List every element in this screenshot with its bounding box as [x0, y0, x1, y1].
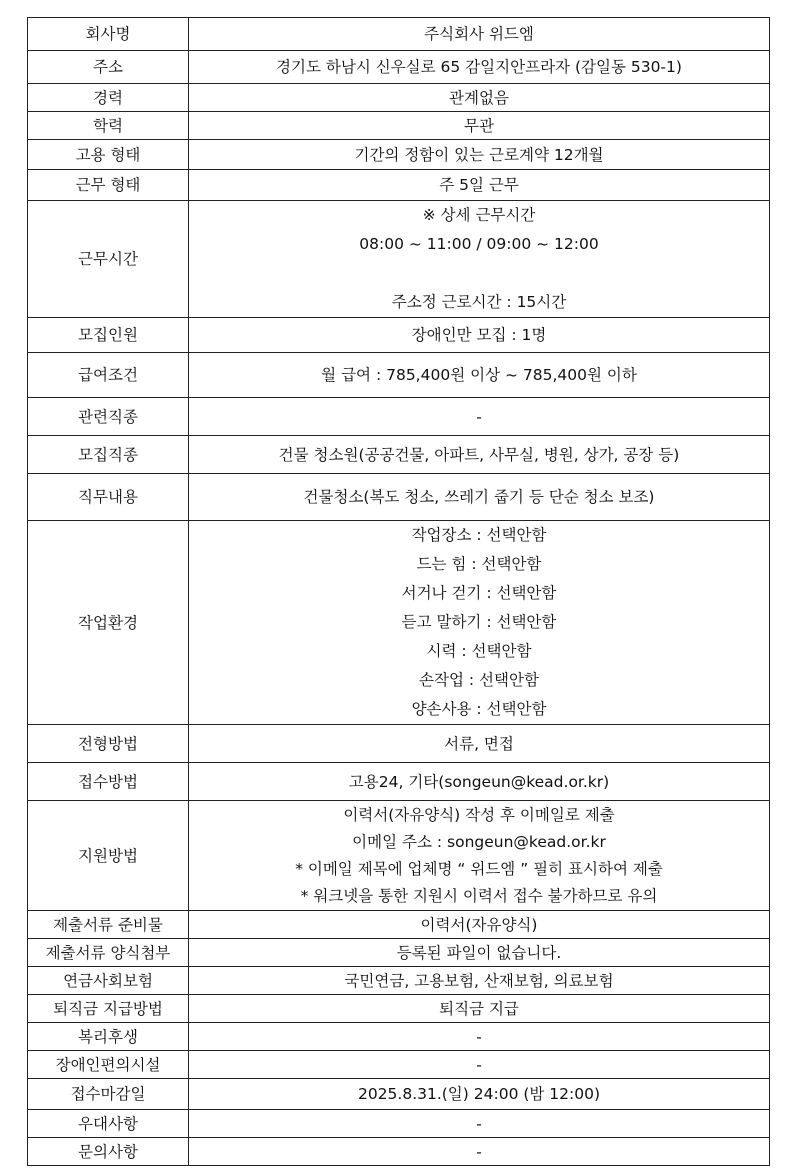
- row-value: 무관: [189, 112, 770, 140]
- job-posting-table: [27, 17, 770, 1166]
- row-experience: [28, 84, 770, 112]
- row-severance-pay: [28, 995, 770, 1023]
- row-application-method: [28, 801, 770, 911]
- row-preferences: [28, 1110, 770, 1138]
- row-label: 접수방법: [28, 763, 189, 801]
- row-label: 주소: [28, 51, 189, 84]
- row-label: 근무 형태: [28, 170, 189, 201]
- row-welfare: [28, 1023, 770, 1051]
- row-value: -: [189, 1023, 770, 1051]
- row-submission-method: [28, 763, 770, 801]
- row-company: [28, 18, 770, 51]
- row-value: -: [189, 398, 770, 436]
- row-label: 전형방법: [28, 725, 189, 763]
- value-line: 드는 힘 : 선택안함: [416, 555, 542, 573]
- row-label: 작업환경: [28, 521, 189, 725]
- row-selection-method: [28, 725, 770, 763]
- value-line: * 이메일 제목에 업체명 “ 위드엠 ” 필히 표시하여 제출: [295, 859, 663, 878]
- row-value: 경기도 하남시 신우실로 65 감일지안프라자 (감일동 530-1): [189, 51, 770, 84]
- row-address: [28, 51, 770, 84]
- row-duties: [28, 474, 770, 521]
- row-value: 기간의 정함이 있는 근로계약 12개월: [189, 140, 770, 170]
- row-label: 지원방법: [28, 801, 189, 911]
- row-label: 근무시간: [28, 201, 189, 318]
- row-value: 퇴직금 지급: [189, 995, 770, 1023]
- row-education: [28, 112, 770, 140]
- row-label: 경력: [28, 84, 189, 112]
- row-inquiries: [28, 1138, 770, 1166]
- row-value: -: [189, 1051, 770, 1079]
- value-line: 시력 : 선택안함: [426, 642, 532, 660]
- row-label: 직무내용: [28, 474, 189, 521]
- value-line: ※ 상세 근무시간: [422, 206, 536, 224]
- row-value: 서류, 면접: [189, 725, 770, 763]
- row-value: -: [189, 1110, 770, 1138]
- row-value: 장애인만 모집 : 1명: [189, 318, 770, 353]
- row-recruit-job: [28, 436, 770, 474]
- row-label: 고용 형태: [28, 140, 189, 170]
- row-value: 월 급여 : 785,400원 이상 ~ 785,400원 이하: [189, 353, 770, 398]
- row-social-insurance: [28, 967, 770, 995]
- row-value: 건물청소(복도 청소, 쓰레기 줍기 등 단순 청소 보조): [189, 474, 770, 521]
- row-label: 복리후생: [28, 1023, 189, 1051]
- row-value: 주 5일 근무: [189, 170, 770, 201]
- value-line: 서거나 걷기 : 선택안함: [401, 584, 557, 602]
- row-label: 퇴직금 지급방법: [28, 995, 189, 1023]
- row-value: 고용24, 기타(songeun@kead.or.kr): [189, 763, 770, 801]
- row-value: 이력서(자유양식): [189, 911, 770, 939]
- row-label: 우대사항: [28, 1110, 189, 1138]
- row-accessibility: [28, 1051, 770, 1079]
- row-work-hours: [28, 201, 770, 318]
- row-label: 급여조건: [28, 353, 189, 398]
- row-recruit-count: [28, 318, 770, 353]
- row-salary: [28, 353, 770, 398]
- value-line: 주소정 근로시간 : 15시간: [391, 293, 567, 311]
- value-line: 08:00 ~ 11:00 / 09:00 ~ 12:00: [359, 235, 599, 253]
- row-label: 문의사항: [28, 1138, 189, 1166]
- row-value: 국민연금, 고용보험, 산재보험, 의료보험: [189, 967, 770, 995]
- row-value: 주식회사 위드엠: [189, 18, 770, 51]
- row-label: 접수마감일: [28, 1079, 189, 1110]
- row-value: [189, 201, 770, 318]
- row-value: 관계없음: [189, 84, 770, 112]
- row-label: 연금사회보험: [28, 967, 189, 995]
- value-line: 이력서(자유양식) 작성 후 이메일로 제출: [343, 805, 615, 824]
- row-label: 모집인원: [28, 318, 189, 353]
- row-label: 제출서류 준비물: [28, 911, 189, 939]
- row-required-documents: [28, 911, 770, 939]
- value-line: 듣고 말하기 : 선택안함: [401, 613, 557, 631]
- row-label: 학력: [28, 112, 189, 140]
- blank-line: [195, 259, 763, 288]
- row-value: [189, 521, 770, 725]
- row-value: 건물 청소원(공공건물, 아파트, 사무실, 병원, 상가, 공장 등): [189, 436, 770, 474]
- row-label: 관련직종: [28, 398, 189, 436]
- row-work-environment: [28, 521, 770, 725]
- row-value: 2025.8.31.(일) 24:00 (밤 12:00): [189, 1079, 770, 1110]
- row-value: [189, 801, 770, 911]
- row-work-type: [28, 170, 770, 201]
- value-line: * 워크넷을 통한 지원시 이력서 접수 불가하므로 유의: [300, 886, 658, 905]
- value-line: 이메일 주소 : songeun@kead.or.kr: [352, 832, 606, 851]
- row-label: 회사명: [28, 18, 189, 51]
- row-value: 등록된 파일이 없습니다.: [189, 939, 770, 967]
- value-line: 손작업 : 선택안함: [419, 671, 539, 689]
- row-value: -: [189, 1138, 770, 1166]
- row-label: 장애인편의시설: [28, 1051, 189, 1079]
- row-deadline: [28, 1079, 770, 1110]
- row-label: 모집직종: [28, 436, 189, 474]
- row-employment-type: [28, 140, 770, 170]
- value-line: 양손사용 : 선택안함: [411, 700, 547, 718]
- row-related-job: [28, 398, 770, 436]
- value-line: 작업장소 : 선택안함: [411, 526, 547, 544]
- row-document-attachment: [28, 939, 770, 967]
- row-label: 제출서류 양식첨부: [28, 939, 189, 967]
